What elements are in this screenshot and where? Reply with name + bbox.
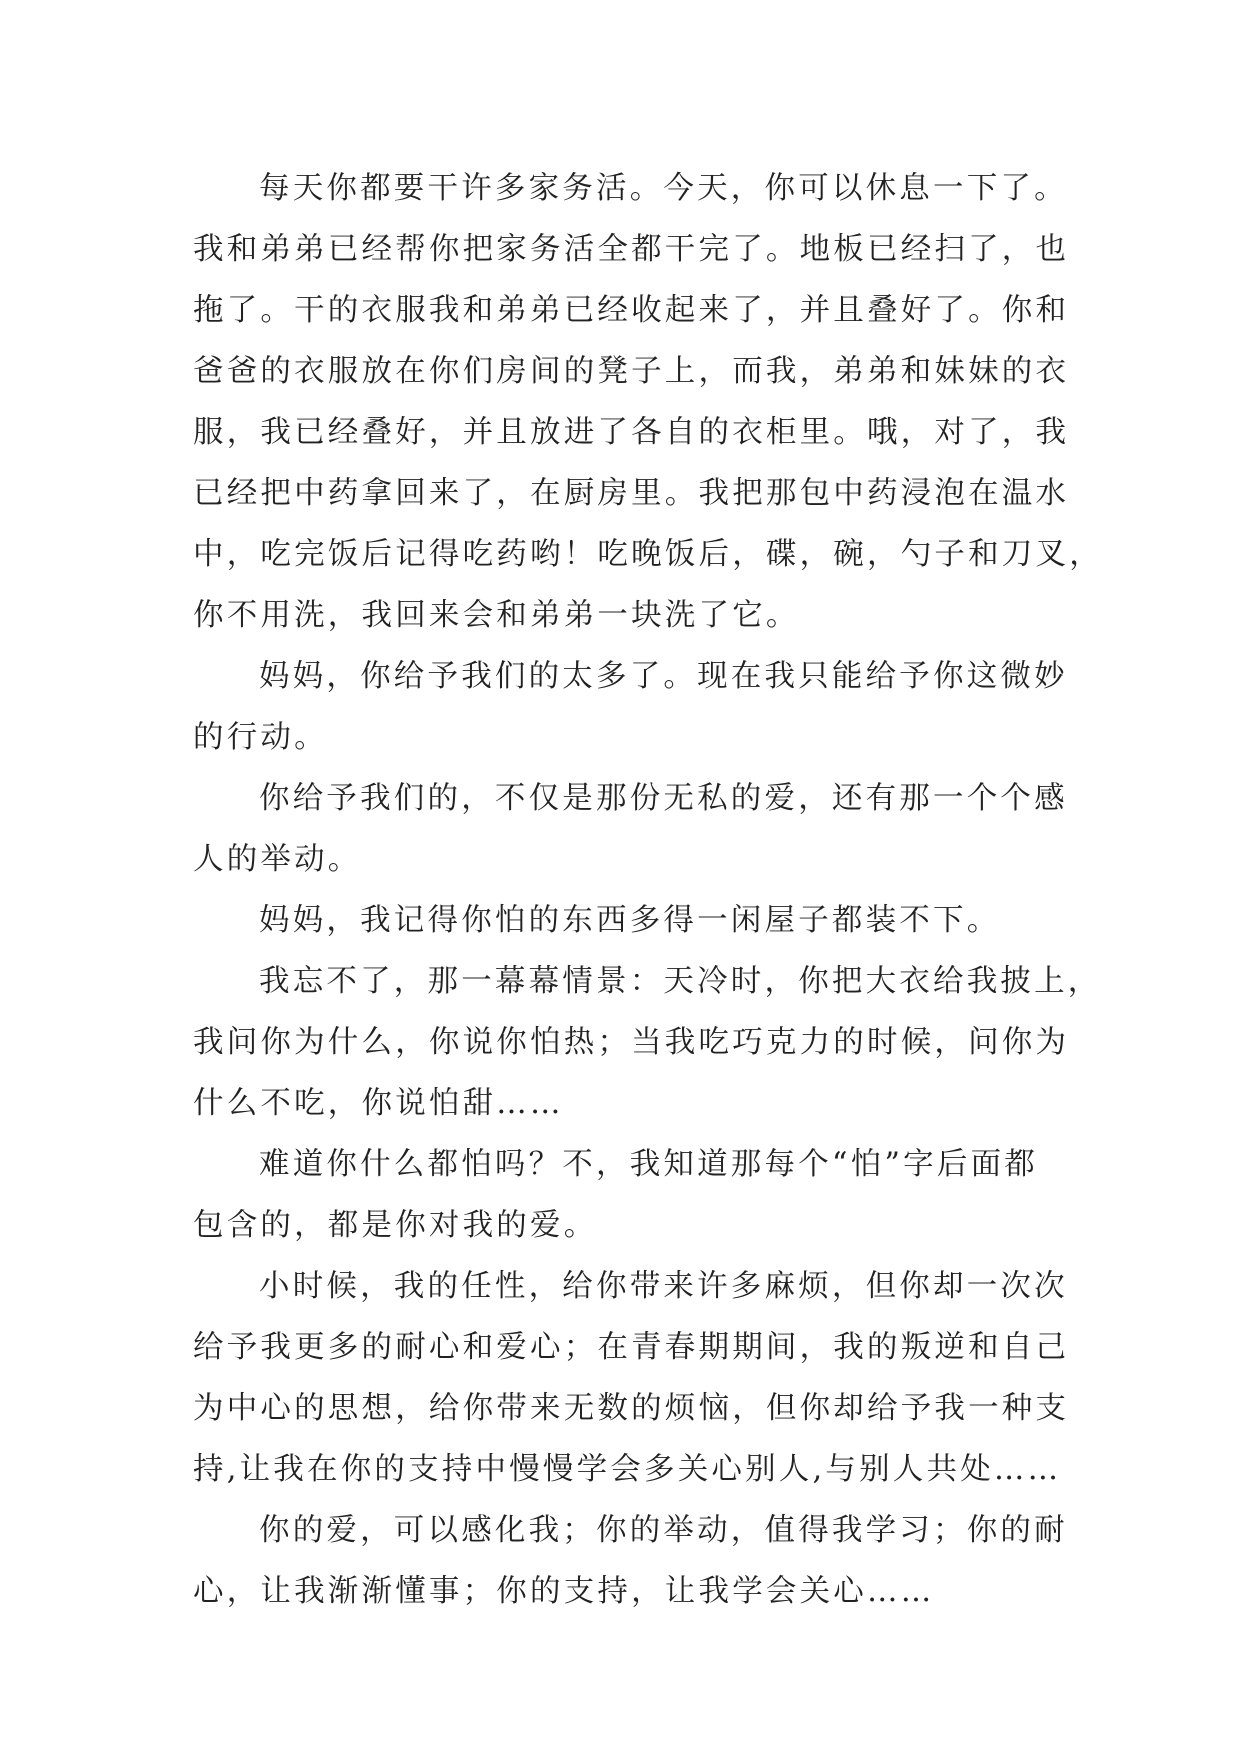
paragraph-line: 为中心的思想，给你带来无数的烦恼，但你却给予我一种支 [193, 1391, 1070, 1426]
paragraph-line: 我和弟弟已经帮你把家务活全都干完了。地板已经扫了，也 [193, 232, 1070, 267]
paragraph-line: 你的爱，可以感化我；你的举动，值得我学习；你的耐 [259, 1513, 1068, 1548]
paragraph-line: 小时候，我的任性，给你带来许多麻烦，但你却一次次 [259, 1269, 1068, 1304]
paragraph-line: 心，让我渐渐懂事；你的支持，让我学会关心…… [193, 1574, 935, 1609]
paragraph-line: 妈妈，我记得你怕的东西多得一闲屋子都装不下。 [259, 903, 1001, 938]
paragraph-line: 持,让我在你的支持中慢慢学会多关心别人,与别人共处…… [193, 1452, 1062, 1487]
paragraph-line: 什么不吃，你说怕甜…… [193, 1086, 564, 1121]
paragraph-line: 妈妈，你给予我们的太多了。现在我只能给予你这微妙 [259, 659, 1068, 694]
paragraph-line: 人的举动。 [193, 842, 362, 877]
paragraph-line: 爸爸的衣服放在你们房间的凳子上，而我，弟弟和妹妹的衣 [193, 354, 1070, 389]
paragraph-line: 难道你什么都怕吗？不，我知道那每个“怕”字后面都 [259, 1147, 1038, 1182]
paragraph-line: 服，我已经叠好，并且放进了各自的衣柜里。哦，对了，我 [193, 415, 1070, 450]
paragraph-line: 给予我更多的耐心和爱心；在青春期期间，我的叛逆和自己 [193, 1330, 1070, 1365]
paragraph-line: 包含的，都是你对我的爱。 [193, 1208, 598, 1243]
essay-body [193, 158, 1103, 1622]
paragraph-line: 每天你都要干许多家务活。今天，你可以休息一下了。 [259, 171, 1068, 206]
paragraph-line: 的行动。 [193, 720, 328, 755]
paragraph-line: 我问你为什么，你说你怕热；当我吃巧克力的时候，问你为 [193, 1025, 1070, 1060]
paragraph-line: 我忘不了，那一幕幕情景：天冷时，你把大衣给我披上， [259, 964, 1102, 999]
paragraph-line: 已经把中药拿回来了，在厨房里。我把那包中药浸泡在温水 [193, 476, 1070, 511]
paragraph-line: 你不用洗，我回来会和弟弟一块洗了它。 [193, 598, 800, 633]
paragraph-line: 你给予我们的，不仅是那份无私的爱，还有那一个个感 [259, 781, 1068, 816]
paragraph-line: 中，吃完饭后记得吃药哟！吃晚饭后，碟，碗，勺子和刀叉， [193, 537, 1103, 572]
paragraph-line: 拖了。干的衣服我和弟弟已经收起来了，并且叠好了。你和 [193, 293, 1070, 328]
